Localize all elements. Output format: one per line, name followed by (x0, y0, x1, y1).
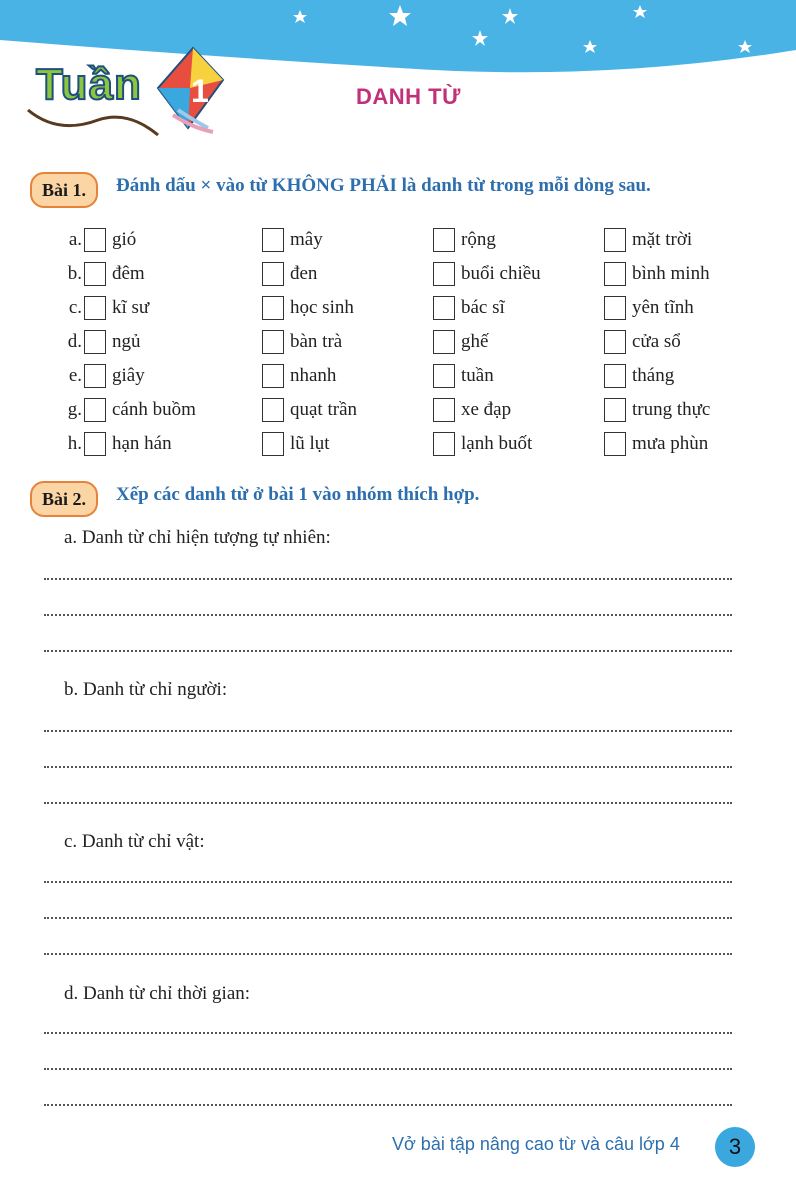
exercise-row (0, 429, 796, 459)
word-option (262, 225, 323, 255)
checkbox[interactable] (604, 364, 626, 388)
word-label: lũ lụt (290, 433, 330, 454)
book-title: Vở bài tập nâng cao từ và câu lớp 4 (392, 1134, 680, 1154)
checkbox[interactable] (84, 330, 106, 354)
word-option (604, 429, 708, 459)
checkbox[interactable] (84, 262, 106, 286)
exercise-row (0, 293, 796, 323)
word-option (262, 327, 342, 357)
word-option (262, 361, 336, 391)
exercise-1-badge: Bài 1. (30, 172, 98, 208)
checkbox[interactable] (433, 364, 455, 388)
checkbox[interactable] (604, 296, 626, 320)
answer-line[interactable] (44, 915, 732, 919)
word-option (60, 395, 196, 425)
exercise-row (0, 327, 796, 357)
page-title: DANH TỪ (356, 84, 461, 109)
word-label: ngủ (112, 331, 141, 352)
group-label: a. Danh từ chỉ hiện tượng tự nhiên: (64, 527, 331, 548)
exercise-2-badge: Bài 2. (30, 481, 98, 517)
word-option (604, 327, 681, 357)
word-label: học sinh (290, 297, 354, 318)
word-option (60, 361, 145, 391)
exercise-row (0, 361, 796, 391)
answer-line[interactable] (44, 1066, 732, 1070)
word-label: gió (112, 229, 137, 250)
checkbox[interactable] (262, 398, 284, 422)
answer-line[interactable] (44, 1030, 732, 1034)
group-label: b. Danh từ chỉ người: (64, 679, 228, 700)
exercise-row (0, 395, 796, 425)
word-option (60, 225, 136, 255)
word-label: cửa sổ (632, 331, 681, 352)
word-label: lạnh buốt (461, 433, 533, 454)
exercise-row (0, 259, 796, 289)
word-label: hạn hán (112, 433, 172, 454)
word-label: ghế (461, 331, 489, 352)
answer-line[interactable] (44, 879, 732, 883)
word-option (604, 361, 674, 391)
word-option (262, 293, 354, 323)
checkbox[interactable] (84, 398, 106, 422)
word-label: đêm (112, 263, 145, 284)
group-label: d. Danh từ chỉ thời gian: (64, 983, 251, 1004)
word-label: trung thực (632, 399, 711, 420)
word-option (433, 395, 511, 425)
word-option (60, 429, 172, 459)
word-label: rộng (461, 229, 496, 250)
row-letter: d. (67, 331, 82, 352)
checkbox[interactable] (604, 330, 626, 354)
exercise-2-instruction: Xếp các danh từ ở bài 1 vào nhóm thích hợp. (116, 484, 480, 505)
checkbox[interactable] (433, 432, 455, 456)
word-option (433, 429, 532, 459)
word-label: quạt trần (290, 399, 358, 420)
checkbox[interactable] (433, 398, 455, 422)
word-option (433, 361, 494, 391)
checkbox[interactable] (262, 228, 284, 252)
checkbox[interactable] (433, 228, 455, 252)
word-label: đen (290, 263, 318, 284)
word-label: bàn trà (290, 331, 343, 352)
word-label: nhanh (290, 365, 337, 386)
checkbox[interactable] (84, 228, 106, 252)
row-letter: g. (67, 399, 82, 420)
word-label: bình minh (632, 263, 710, 284)
checkbox[interactable] (433, 330, 455, 354)
word-option (433, 259, 541, 289)
word-option (60, 259, 145, 289)
checkbox[interactable] (262, 296, 284, 320)
checkbox[interactable] (262, 330, 284, 354)
checkbox[interactable] (262, 364, 284, 388)
answer-line[interactable] (44, 764, 732, 768)
word-label: mặt trời (632, 229, 693, 250)
word-label: yên tĩnh (632, 297, 694, 318)
group-label: c. Danh từ chỉ vật: (64, 831, 205, 852)
checkbox[interactable] (262, 432, 284, 456)
answer-line[interactable] (44, 648, 732, 652)
row-letter: c. (68, 297, 82, 318)
word-label: kĩ sư (112, 297, 150, 318)
word-option (604, 225, 692, 255)
checkbox[interactable] (604, 432, 626, 456)
word-option (604, 395, 710, 425)
word-label: tuần (461, 365, 494, 386)
word-label: mưa phùn (632, 433, 709, 454)
page-number: 3 (715, 1127, 755, 1167)
word-label: giây (112, 365, 145, 386)
word-label: xe đạp (461, 399, 512, 420)
word-option (262, 429, 330, 459)
answer-line[interactable] (44, 728, 732, 732)
word-option (604, 259, 710, 289)
week-label: Tuần (36, 60, 142, 109)
word-label: tháng (632, 365, 675, 386)
word-label: mây (290, 229, 323, 250)
checkbox[interactable] (262, 262, 284, 286)
answer-line[interactable] (44, 612, 732, 616)
answer-line[interactable] (44, 1102, 732, 1106)
checkbox[interactable] (433, 296, 455, 320)
checkbox[interactable] (604, 262, 626, 286)
row-letter: a. (68, 229, 82, 250)
word-option (433, 327, 488, 357)
word-option (262, 259, 317, 289)
checkbox[interactable] (433, 262, 455, 286)
word-option (60, 327, 141, 357)
week-number: 1 (191, 73, 209, 109)
checkbox[interactable] (604, 398, 626, 422)
row-letter: h. (67, 433, 82, 454)
checkbox[interactable] (84, 432, 106, 456)
word-option (60, 293, 149, 323)
checkbox[interactable] (84, 296, 106, 320)
checkbox[interactable] (604, 228, 626, 252)
answer-line[interactable] (44, 800, 732, 804)
exercise-1-instruction: Đánh dấu × vào từ KHÔNG PHẢI là danh từ trong mỗi dòng sau. (116, 175, 651, 196)
word-option (262, 395, 357, 425)
word-label: bác sĩ (461, 297, 505, 318)
word-option (604, 293, 694, 323)
week-badge (18, 40, 228, 140)
exercise-row (0, 225, 796, 255)
row-letter: e. (68, 365, 82, 386)
word-label: cánh buồm (112, 399, 196, 420)
answer-line[interactable] (44, 576, 732, 580)
word-label: buổi chiều (461, 263, 541, 284)
answer-line[interactable] (44, 951, 732, 955)
word-option (433, 293, 505, 323)
word-option (433, 225, 496, 255)
row-letter: b. (67, 263, 82, 284)
checkbox[interactable] (84, 364, 106, 388)
